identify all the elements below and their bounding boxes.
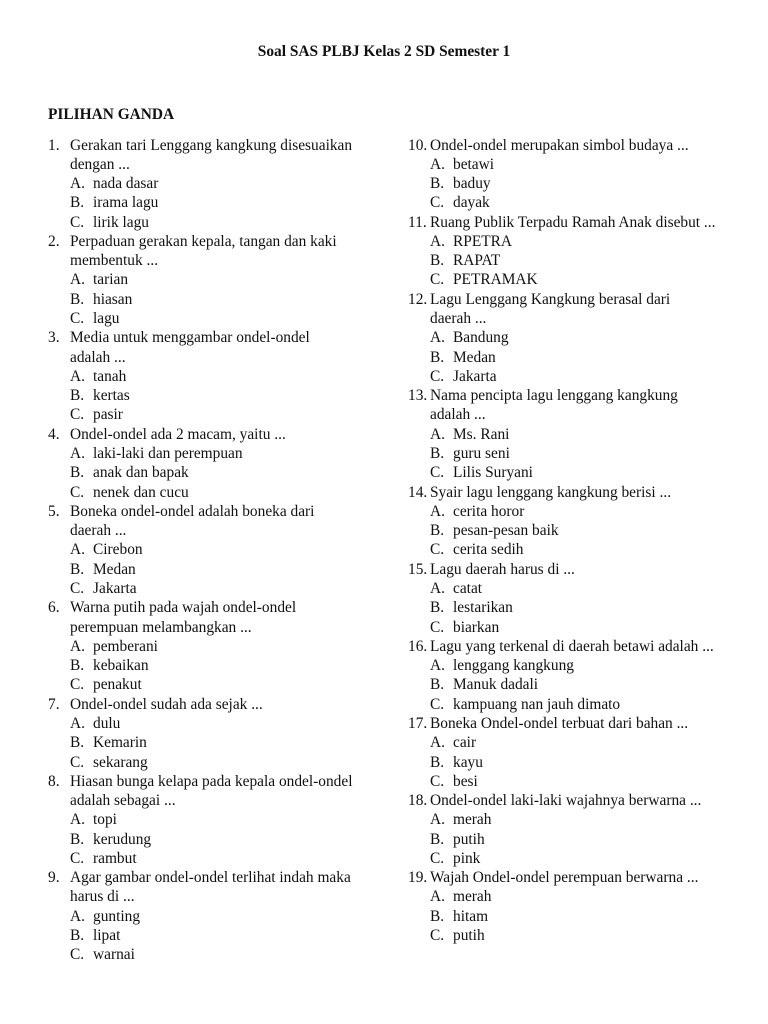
option-text: lagu [93,310,120,328]
option-text: laki-laki dan perempuan [93,445,243,462]
option-text: anak dan bapak [93,464,189,482]
option-letter: B. [430,830,445,848]
option-letter: A. [430,155,445,173]
question-12 [408,290,748,386]
question-7 [48,695,388,772]
question-stem [408,560,748,579]
question-text: Media untuk menggambar ondel-ondel [70,329,310,347]
option-a [48,174,388,193]
option-letter: C. [430,367,445,385]
question-17 [408,714,748,791]
option-letter: C. [430,464,445,482]
question-stem [48,425,388,444]
question-16 [408,637,748,714]
question-text: Boneka Ondel-ondel terbuat dari bahan ... [430,714,689,732]
question-13 [408,386,748,482]
option-b [48,560,388,579]
question-text: perempuan melambangkan ... [70,618,252,636]
option-letter: B. [70,927,85,945]
option-letter: A. [430,329,445,347]
question-text: Syair lagu lenggang kangkung berisi ... [430,483,672,501]
option-c [408,367,748,386]
option-text: hitam [453,907,489,925]
option-letter: C. [70,406,85,424]
question-stem-continued [408,309,748,328]
option-c [408,193,748,212]
question-stem [408,637,748,656]
question-text: Gerakan tari Lenggang kangkung disesuaikan [70,136,353,154]
question-text: Ondel-ondel merupakan simbol budaya ... [430,136,689,154]
question-6 [48,598,388,694]
option-text: topi [93,811,117,829]
option-text: PETRAMAK [453,271,538,289]
option-text: kayu [453,753,483,771]
option-a [48,714,388,733]
question-text: Lagu daerah harus di ... [430,560,575,578]
question-stem [408,483,748,502]
option-text: lipat [93,927,121,945]
option-letter: B. [70,560,85,578]
option-a [408,155,748,174]
option-letter: A. [70,811,85,829]
option-text: putih [453,830,485,848]
question-stem [408,213,748,232]
option-b [408,598,748,617]
question-14 [408,483,748,560]
question-text: Lagu yang terkenal di daerah betawi adalah ... [430,637,714,655]
option-a [408,579,748,598]
question-number: 18. [408,792,428,810]
question-text: adalah ... [430,406,486,424]
option-letter: C. [430,695,445,713]
option-letter: A. [70,175,85,193]
option-text: kampuang nan jauh dimato [453,695,621,713]
question-number: 9. [48,869,60,887]
question-number: 3. [48,329,60,347]
option-text: pasir [93,406,123,424]
question-stem [48,598,388,617]
question-18 [408,791,748,868]
option-b [408,174,748,193]
option-a [408,733,748,752]
option-text: penakut [93,676,142,694]
question-text: Perpaduan gerakan kepala, tangan dan kaki [70,232,337,250]
option-text: Bandung [453,329,509,347]
question-number: 7. [48,695,60,713]
option-text: Manuk dadali [453,676,539,694]
option-text: Ms. Rani [453,425,510,443]
question-text: Warna putih pada wajah ondel-ondel [70,599,297,617]
option-letter: A. [70,637,85,655]
question-text: daerah ... [430,310,487,328]
question-number: 17. [408,714,428,732]
question-stem-continued [408,405,748,424]
left-column [48,136,388,965]
option-text: biarkan [453,618,500,636]
option-c [408,540,748,559]
option-a [408,425,748,444]
option-letter: B. [70,657,85,675]
option-c [48,945,388,964]
question-text: Agar gambar ondel-ondel terlihat indah maka [70,869,351,887]
question-number: 8. [48,772,60,790]
question-text: Ondel-ondel laki-laki wajahnya berwarna ... [430,792,702,810]
question-stem-continued [48,348,388,367]
option-letter: B. [430,445,445,462]
option-text: Medan [453,348,496,366]
question-text: Wajah Ondel-ondel perempuan berwarna ... [430,869,699,887]
option-c [408,618,748,637]
question-text: daerah ... [70,522,127,540]
option-letter: B. [70,734,85,752]
option-letter: C. [430,927,445,945]
option-text: pink [453,849,481,867]
option-letter: B. [430,907,445,925]
question-stem-continued [48,887,388,906]
question-stem-continued [48,251,388,270]
option-letter: B. [430,522,445,540]
question-2 [48,232,388,328]
option-text: Medan [93,560,136,578]
question-8 [48,772,388,868]
question-4 [48,425,388,502]
question-stem [48,502,388,521]
option-text: warnai [93,946,135,964]
question-number: 2. [48,232,60,250]
option-letter: C. [70,213,85,231]
question-stem [48,232,388,251]
option-text: cerita sedih [453,541,524,559]
option-letter: B. [430,599,445,617]
option-letter: B. [70,194,85,212]
option-c [48,753,388,772]
option-c [48,405,388,424]
option-letter: B. [70,387,85,405]
option-text: kerudung [93,830,152,848]
option-text: kertas [93,387,130,405]
option-letter: C. [70,753,85,771]
question-stem [48,868,388,887]
option-text: Kemarin [93,734,147,752]
option-text: lenggang kangkung [453,657,574,675]
option-c [48,849,388,868]
option-c [408,270,748,289]
option-text: sekarang [93,753,148,771]
option-text: rambut [93,849,137,867]
option-b [408,521,748,540]
option-letter: A. [70,714,85,732]
option-text: dayak [453,194,490,212]
question-number: 10. [408,136,428,154]
option-text: pesan-pesan baik [453,522,559,540]
option-c [408,695,748,714]
option-c [48,483,388,502]
option-letter: B. [70,464,85,482]
question-number: 16. [408,637,428,655]
question-text: Ondel-ondel sudah ada sejak ... [70,695,263,713]
question-number: 1. [48,136,60,154]
option-text: lestarikan [453,599,513,617]
option-text: nenek dan cucu [93,483,189,501]
option-letter: A. [430,811,445,829]
document-title: Soal SAS PLBJ Kelas 2 SD Semester 1 [257,42,511,60]
option-a [48,367,388,386]
right-column [408,136,748,946]
option-text: pemberani [93,637,158,655]
option-letter: A. [430,734,445,752]
option-text: cerita horor [453,502,525,520]
option-letter: A. [70,367,85,385]
option-letter: A. [430,232,445,250]
option-letter: A. [430,502,445,520]
option-text: RPETRA [453,232,513,250]
option-letter: B. [70,830,85,848]
option-text: Lilis Suryani [453,464,533,482]
option-b [408,348,748,367]
question-number: 15. [408,560,428,578]
question-text: Ruang Publik Terpadu Ramah Anak disebut ... [430,213,716,231]
option-letter: C. [430,271,445,289]
question-text: adalah ... [70,348,126,366]
option-letter: A. [430,579,445,597]
option-letter: C. [70,849,85,867]
option-a [408,232,748,251]
option-a [408,656,748,675]
question-number: 4. [48,425,60,443]
option-text: kebaikan [93,657,149,675]
option-c [48,213,388,232]
option-text: merah [453,811,492,829]
option-letter: B. [430,348,445,366]
option-c [408,849,748,868]
option-letter: C. [70,579,85,597]
option-letter: B. [430,753,445,771]
option-b [48,463,388,482]
option-letter: C. [430,849,445,867]
option-letter: B. [430,175,445,193]
option-text: tanah [93,367,127,385]
option-text: tarian [93,271,129,289]
question-10 [408,136,748,213]
question-stem [408,791,748,810]
option-a [48,270,388,289]
option-letter: C. [70,676,85,694]
question-3 [48,328,388,424]
option-text: Jakarta [93,579,137,597]
option-b [408,444,748,463]
option-text: betawi [453,155,495,173]
question-1 [48,136,388,232]
option-c [408,926,748,945]
option-text: gunting [93,907,141,925]
option-text: RAPAT [453,252,501,270]
option-a [48,540,388,559]
question-text: harus di ... [70,888,135,906]
option-a [408,887,748,906]
option-b [408,753,748,772]
question-text: Nama pencipta lagu lenggang kangkung [430,387,678,405]
option-letter: C. [70,946,85,964]
option-c [408,463,748,482]
question-19 [408,868,748,945]
option-text: baduy [453,175,491,193]
option-b [408,907,748,926]
option-letter: C. [70,310,85,328]
question-stem-continued [48,791,388,810]
option-text: hiasan [93,290,133,308]
question-stem-continued [48,521,388,540]
option-text: nada dasar [93,175,159,193]
option-text: Cirebon [93,541,143,559]
option-b [48,733,388,752]
question-stem [408,714,748,733]
question-text: membentuk ... [70,252,159,270]
option-c [408,772,748,791]
option-text: irama lagu [93,194,159,212]
option-letter: C. [70,483,85,501]
question-stem [48,695,388,714]
option-b [48,656,388,675]
option-text: merah [453,888,492,906]
option-b [48,830,388,849]
option-b [408,830,748,849]
option-a [408,810,748,829]
option-a [48,907,388,926]
question-number: 12. [408,290,428,308]
option-a [48,810,388,829]
option-letter: C. [430,618,445,636]
question-text: dengan ... [70,155,130,173]
option-b [48,290,388,309]
option-letter: A. [70,445,85,462]
option-b [408,251,748,270]
option-letter: B. [430,252,445,270]
question-number: 5. [48,502,60,520]
section-heading: PILIHAN GANDA [48,106,175,123]
option-c [48,309,388,328]
option-text: lirik lagu [93,213,149,231]
option-text: catat [453,579,483,597]
option-c [48,675,388,694]
question-number: 19. [408,869,428,887]
question-text: Ondel-ondel ada 2 macam, yaitu ... [70,425,286,443]
question-stem [408,290,748,309]
option-b [48,193,388,212]
question-number: 14. [408,483,428,501]
question-stem [408,386,748,405]
option-letter: A. [70,907,85,925]
option-letter: C. [430,541,445,559]
option-a [48,444,388,463]
option-a [48,637,388,656]
question-stem-continued [48,155,388,174]
question-11 [408,213,748,290]
option-b [48,926,388,945]
option-letter: A. [430,888,445,906]
question-text: Lagu Lenggang Kangkung berasal dari [430,290,671,308]
option-text: putih [453,927,485,945]
question-stem-continued [48,618,388,637]
question-text: Hiasan bunga kelapa pada kepala ondel-ondel [70,772,353,790]
question-stem [48,328,388,347]
question-5 [48,502,388,598]
option-text: guru seni [453,445,510,462]
question-text: adalah sebagai ... [70,792,176,810]
option-letter: A. [430,657,445,675]
option-letter: C. [430,772,445,790]
option-text: Jakarta [453,367,497,385]
option-text: besi [453,772,478,790]
question-text: Boneka ondel-ondel adalah boneka dari [70,502,315,520]
option-a [408,328,748,347]
option-b [408,675,748,694]
option-letter: A. [70,271,85,289]
question-stem [48,136,388,155]
option-letter: C. [430,194,445,212]
option-c [48,579,388,598]
option-letter: B. [430,676,445,694]
question-number: 11. [408,213,427,231]
question-9 [48,868,388,964]
option-text: cair [453,734,477,752]
option-a [408,502,748,521]
question-stem [408,136,748,155]
option-b [48,386,388,405]
option-letter: A. [70,541,85,559]
question-stem [408,868,748,887]
question-15 [408,560,748,637]
option-text: dulu [93,714,121,732]
question-number: 6. [48,599,60,617]
option-letter: A. [430,425,445,443]
question-stem [48,772,388,791]
option-letter: B. [70,290,85,308]
question-number: 13. [408,387,428,405]
